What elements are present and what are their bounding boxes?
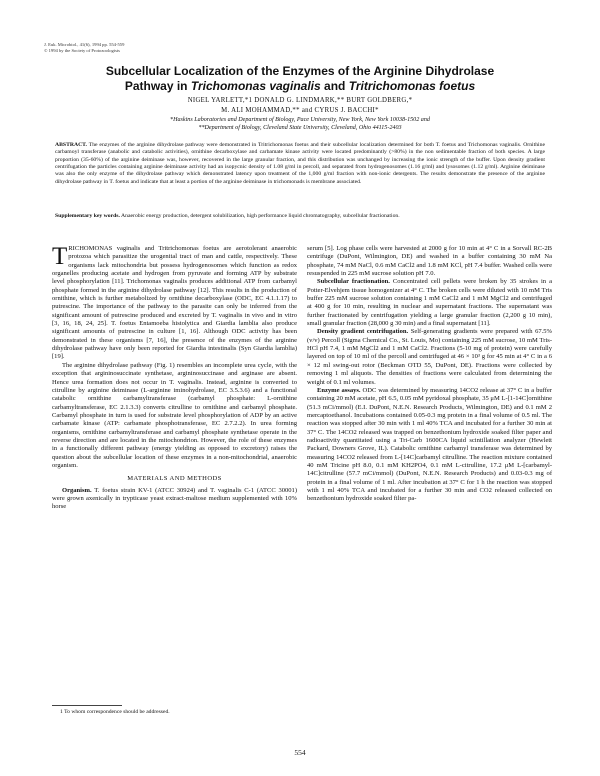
right-column xyxy=(307,245,552,504)
abstract-text: The enzymes of the arginine dihydrolase pathway were demonstrated in Tritrichomonas foetus and their subcellular localization determined for both T. foetus and Trichomonas vaginalis. Ornithine carbamoyl transferase (anabolic and catabolic activities), ornithine decarboxylase and carbamate kinase activity were located predominantly (>80%) in the non sedimentable fraction of both species. A large proportion (35-60%) of the arginine deiminase was, however, recovered in the large granular fraction, and this distribution was unchanged by increasing the ionic strength of the buffer. Upon density gradient centrifugation the particles containing arginine deiminase activity had an isopycnic density of 1.08 g/ml in percoll, and separated from hydrogenosomes (1.16 g/ml) and lysosomes (1.12 g/ml). Arginine deiminase was also the only enzyme of the dihydrolase pathway which demonstrated latency upon treatment of the 1,000 g/ml fraction with non-ionic detergents. The results demonstrate the presence of the arginine dihydrolase pathway in T. foetus and indicate that at least a portion of the arginine deiminase in trichomonads is membrane associated. xyxy=(55,142,545,185)
abstract xyxy=(55,142,545,186)
authors-line-2: M. ALI MOHAMMAD,** and CYRUS J. BACCHI* xyxy=(221,106,379,114)
density-paragraph xyxy=(307,328,552,386)
density-runin: Density gradient centrifugation. xyxy=(317,328,409,336)
keywords xyxy=(55,213,545,220)
journal-line-1: J. Euk. Microbiol., 41(6), 1994 pp. 554-559 xyxy=(44,42,125,47)
keywords-label: Supplementary key words. xyxy=(55,213,120,219)
fractionation-paragraph xyxy=(307,278,552,328)
journal-line-2: © 1994 by the Society of Protozoologists xyxy=(44,48,120,53)
organism-text: T. foetus strain KV-1 (ATCC 30924) and T. vaginalis C-1 (ATCC 30001) were grown axenically in trypticase yeast extract-maltose medium supplemented with 10% horse xyxy=(52,486,297,511)
affiliation-line-1: *Haskins Laboratories and Department of Biology, Pace University, New York, New York 10038-1502 and xyxy=(170,117,430,123)
fractionation-text: Concentrated cell pellets were broken by 35 strokes in a Potter-Elvehjem tissue homogenizer at 4° C. The broken cells were diluted with 10 mM Tris buffer 225 mM sucrose solution containing 1 mM CaCl2 and 1 mM MgCl2 and centrifuged at 400 g for 10 min, resulting in nuclear and supernatant fractions. The supernatant was further fractionated by centrifugation yielding a large granular fraction (2,200 g 10 min), small granular fraction (28,000 g 30 min) and a final supernatant [11]. xyxy=(307,278,552,328)
left-column xyxy=(52,245,297,512)
intro-paragraph-2: The arginine dihydrolase pathway (Fig. 1) resembles an incomplete urea cycle, with the exception that argininosuccinate synthetase, argininosuccinase and arginase are absent. Hence urea formation does not occur in T. vaginalis. Instead, arginine is converted to citrulline by arginine deiminase (L-arginine iminohydrolase, EC 3.5.3.6) and a functional catabolic ornithine carbamyltransferase (carbamyl phosphate: L-ornithine carbamyltransferase, EC 2.1.3.3) converts citrulline to ornithine and carbamyl phosphate. Carbamyl phosphate in turn is used for substrate level phosphorylation of ADP by an active carbamate kinase (ATP: carbamate phosphotransferase, EC 2.7.2.2). In urea forming organisms, ornithine carbamyltransferase and carbamyl phosphate synthetase operate in the reverse direction and are located in the mitochondrion. However, the role of these enzymes in a functionally different pathway (energy yielding as opposed to excretory) raises the question about the subcellular location of these enzymes in a non-mitochondrial, anaerobic organism. xyxy=(52,361,297,469)
density-text: Self-generating gradients were prepared with 67.5% (v/v) Percoll (Sigma Chemical Co., St. Louis, Mo) containing 225 mM sucrose, 10 mM Tris-HCl pH 7.4, 1 mM MgCl2 and 1 mM CaCl2. Fractions (5-10 mg of protein) were carefully layered on top of 10 ml of the percoll and centrifuged at 46 × 10³ g for 45 min at 4° C in a 6 × 12 ml swing-out rotor (Beckman OTD 55, DuPont, DE). Fractions were collected by removing 1 ml aliquots. The densities of fractions were calculated from determining the weight of 0.1 ml volumes. xyxy=(307,328,552,386)
authors-line-1: NIGEL YARLETT,*1 DONALD G. LINDMARK,** BURT GOLDBERG,* xyxy=(187,97,413,104)
footnote: 1 To whom correspondence should be addressed. xyxy=(60,709,170,715)
enzyme-assays-paragraph xyxy=(307,387,552,504)
drop-cap: T xyxy=(52,243,68,270)
abstract-label: ABSTRACT. xyxy=(55,142,87,148)
intro-paragraph-1-text: RICHOMONAS vaginalis and Tritrichomonas foetus are aerotolerant anaerobic protozoa which parasitize the urogenital tract of man and cattle, respectively. These organisms lack mitochondria but possess hydrogenosomes which function as redox organelles producing acetate and hydrogen from pyruvate and forming ATP by substrate level phosphorylation [11]. Trichomonas vaginalis produces additional ATP from carbamyl phosphate formed in the arginine dihydrolase pathway [12]. This results in the production of ornithine, which is further metabolized by ornithine decarboxylase (ODC, EC 4.1.1.17) to putrescine. The importance of the pathway to the parasite can only be inferred from the significant amount of putrescine produced and excreted by T. vaginalis in vivo and in vitro [3, 16, 18, 24, 25]. T. foetus Entamoeba histolytica and Giardia lamblia also produce significant amounts of putrescine in culture [1, 16]. Although ODC activity has been demonstrated in these organisms [7, 16], the presence of the enzymes of the arginine dihydrolase pathway have only been reported for Giardia intestinalis (Syn Giardia lamblia) [19]. xyxy=(52,245,297,361)
paper-title xyxy=(60,64,540,93)
page-number: 554 xyxy=(294,748,306,757)
enzyme-assays-text: ODC was determined by measuring 14CO2 release at 37° C in a buffer containing 20 mM acetate, pH 6.5, 0.05 mM pyridoxal phosphate, 35 μM L-[1-14C]ornithine (51.3 mCi/mmol) (E.I. DuPont, N.E.N. Research Products, Wilmington, DE) and 0.1 mM 2 mercaptoethanol. Incubations contained 0.05-0.3 mg protein in a final volume of 0.5 ml. The reaction was stopped after 30 min with 1 ml 40% TCA and incubated for a further 30 min at 37° C. The 14CO2 released was trapped on benzethonium hydroxide soaked filter paper and radioactivity quantitated using a Tri-Carb 1600CA liquid scintillation analyzer (Hewlett Packard, Downers Grove, IL). Catabolic ornithine carbamyl transferase was determined by measuring 14CO2 released from L-[14C]carbamyl citrulline. The reaction mixture contained 40 mM Tricine pH 8.0, 0.1 mM KH2PO4, 0.1 mM L-citrulline, 17.2 μM L-[carbamyl-14C]citrulline (57.7 mCi/mmol) (DuPont, N.E.N. Research Products) and 0.03-0.3 mg of protein in a final volume of 1 ml. After incubation at 37° C for 1 h the reaction was stopped with 1 ml 40% TCA and incubated for a further 30 min and CO2 released collected on benzethonium hydroxide soaked filter pa- xyxy=(307,386,552,503)
section-heading-methods: MATERIALS AND METHODS xyxy=(127,475,222,483)
keywords-text: Anaerobic energy production, detergent solubilization, high performance liquid chromatography, subcellular fractionation. xyxy=(121,213,400,219)
affiliations xyxy=(50,116,550,132)
journal-citation xyxy=(44,42,124,54)
author-list xyxy=(60,96,540,115)
title-and: and xyxy=(320,78,349,93)
culture-paragraph: serum [5]. Log phase cells were harvested at 2000 g for 10 min at 4° C in a Sorvall RC-2B centrifuge (DuPont, Wilmington, DE) and washed in a buffer containing 30 mM Na phosphate, 74 mM NaCl, 0.6 mM CaCl2 and 1.8 mM KCl, pH 7.4 buffer. Washed cells were resuspended in 225 mM sucrose solution pH 7.0. xyxy=(307,245,552,278)
footnote-rule xyxy=(52,705,122,706)
intro-paragraph-1 xyxy=(52,245,297,362)
methods-organism-paragraph xyxy=(52,487,297,512)
title-line-2 xyxy=(60,79,540,94)
fractionation-runin: Subcellular fractionation. xyxy=(317,278,390,286)
organism-runin: Organism. xyxy=(62,486,92,494)
title-line-1: Subcellular Localization of the Enzymes of the Arginine Dihydrolase xyxy=(105,64,495,78)
title-species-1: Trichomonas vaginalis xyxy=(190,78,321,93)
enzyme-assays-runin: Enzyme assays. xyxy=(317,386,361,394)
affiliation-line-2: **Department of Biology, Cleveland State University, Cleveland, Ohio 44115-2403 xyxy=(198,125,402,132)
title-prefix: Pathway in xyxy=(124,78,191,93)
title-species-2: Tritrichomonas foetus xyxy=(348,78,476,93)
